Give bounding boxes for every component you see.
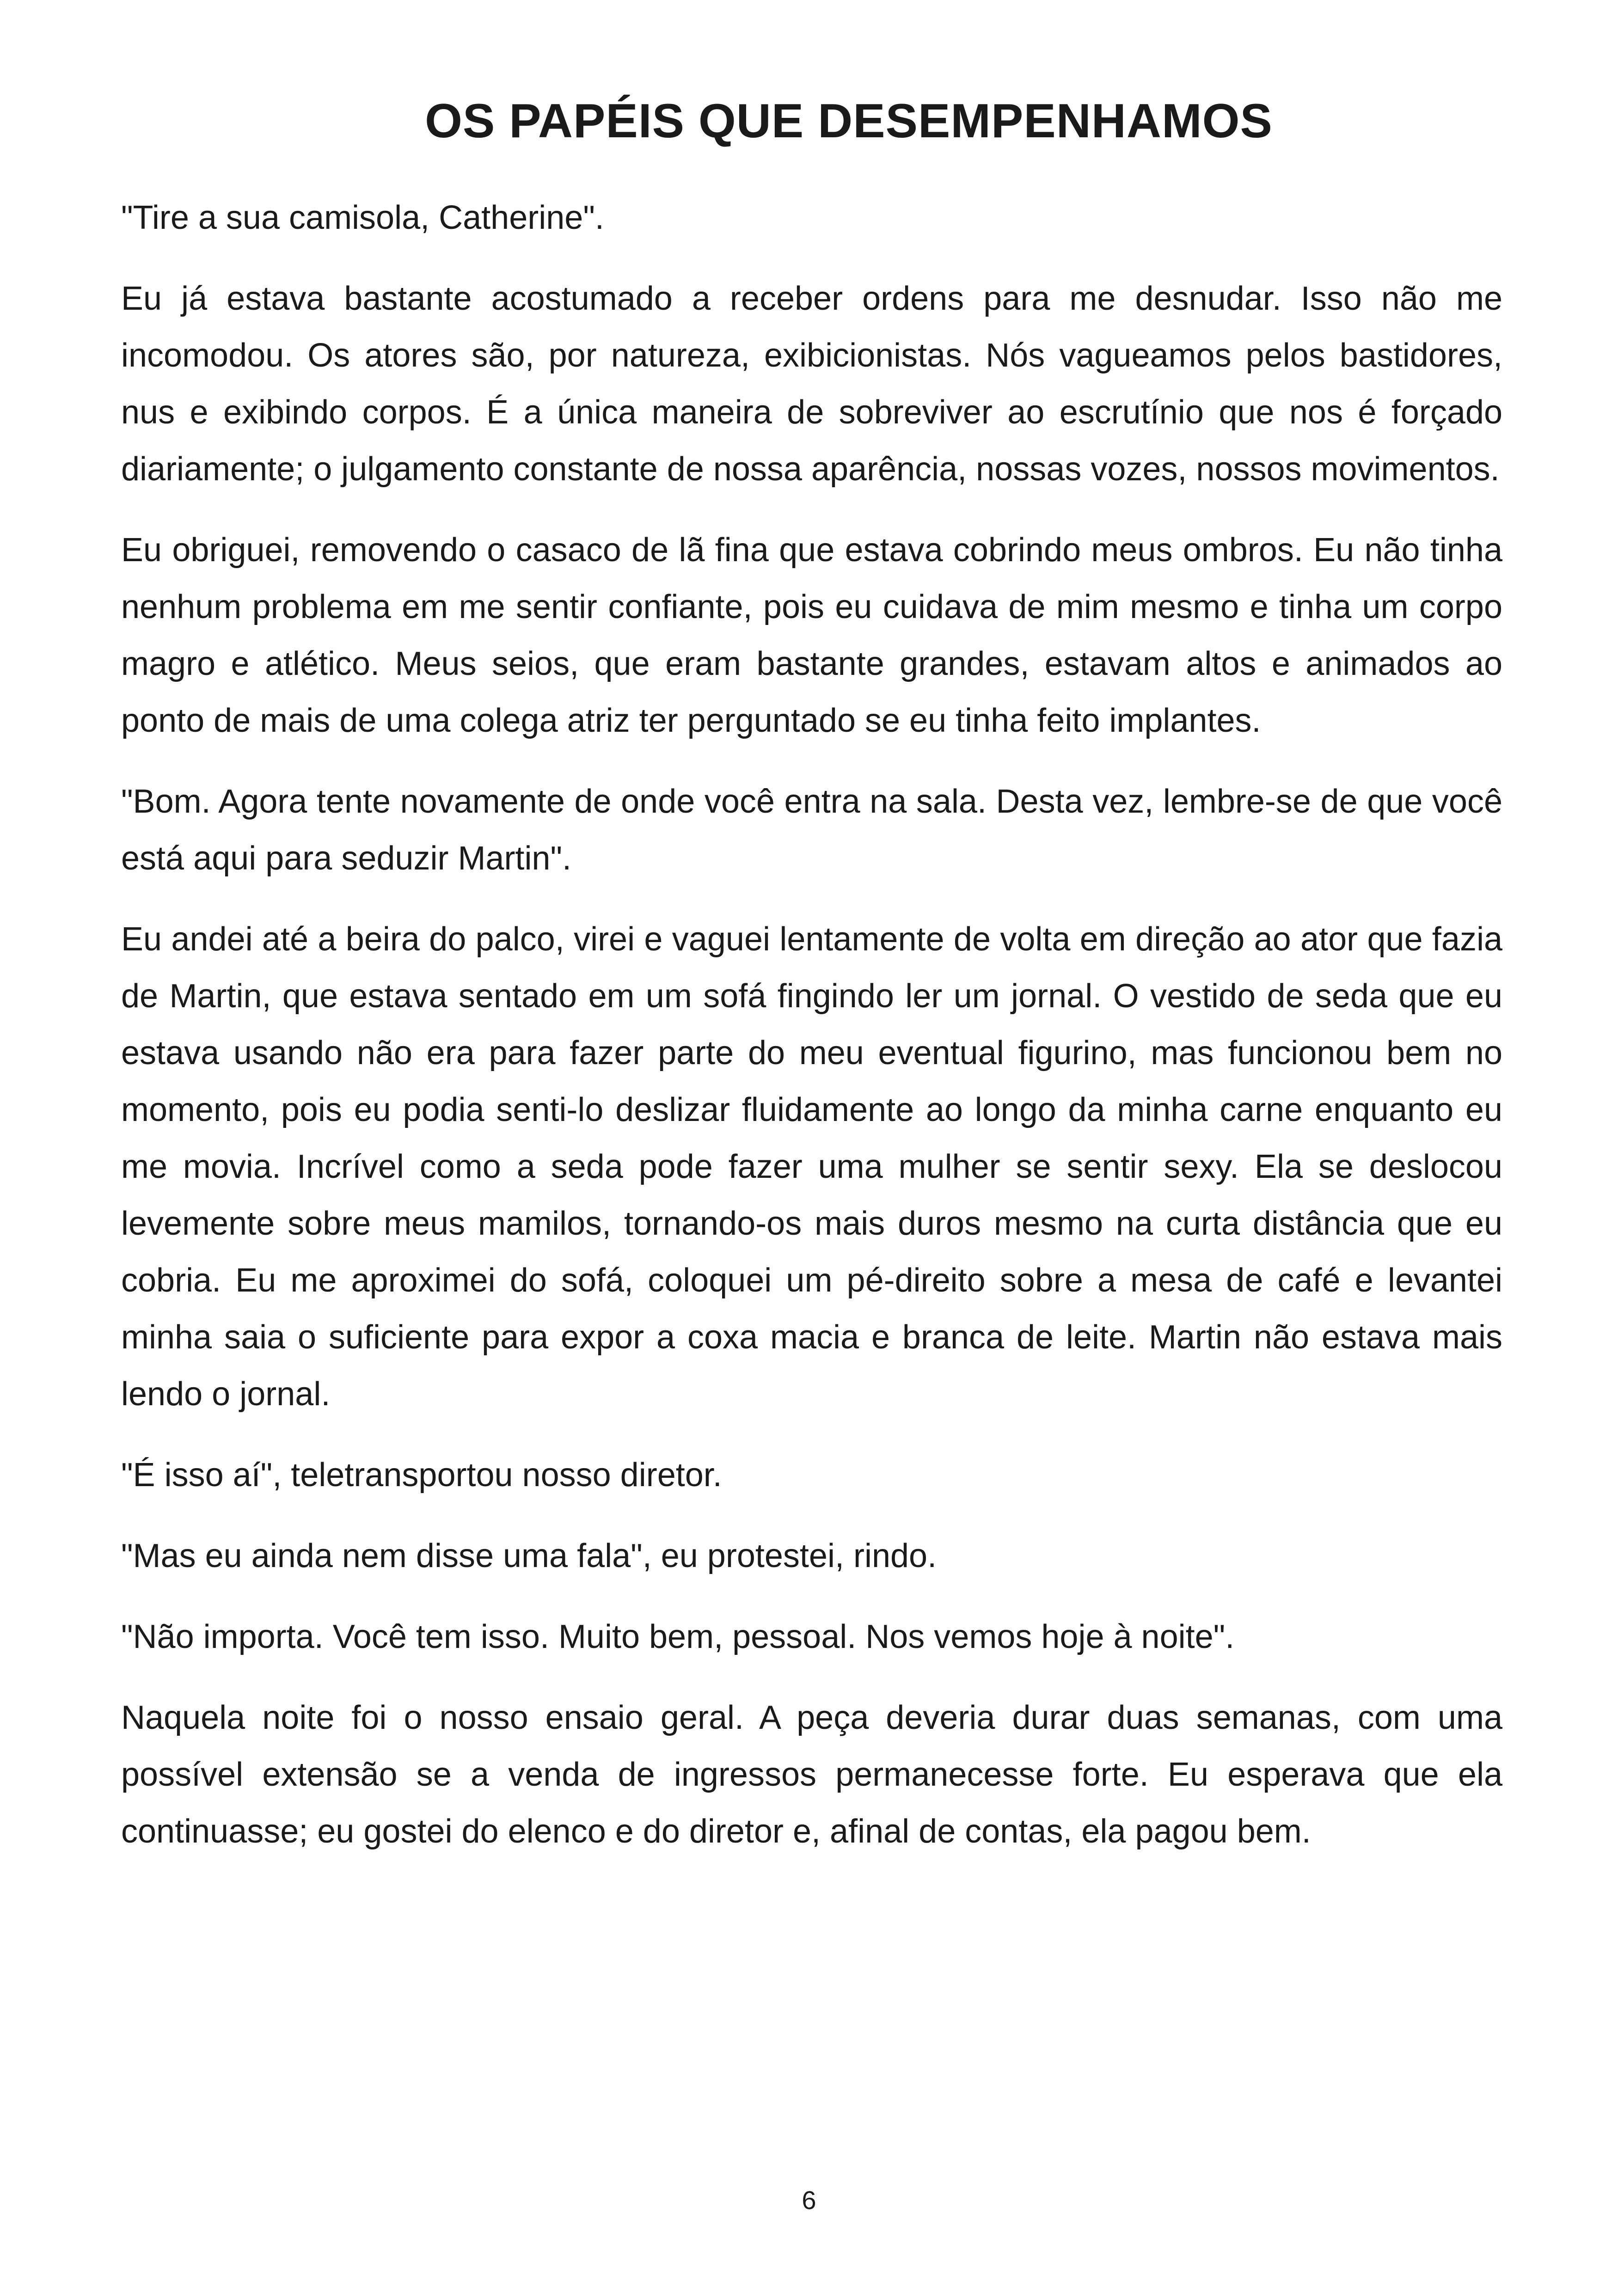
paragraph: Eu já estava bastante acostumado a receber ordens para me desnudar. Isso não me incomodou. Os atores são, por natureza, exibicionistas. Nós vagueamos pelos bastidores, nus e exibindo corpos. É a única maneira de sobreviver ao escrutínio que nos é forçado diariamente; o julgamento constante de nossa aparência, nossas vozes, nossos movimentos. [121,280,1502,488]
body-text [121,190,1502,1884]
paragraph: Eu andei até a beira do palco, virei e vaguei lentamente de volta em direção ao ator que fazia de Martin, que estava sentado em um sofá fingindo ler um jornal. O vestido de seda que eu estava usando não era para fazer parte do meu eventual figurino, mas funcionou bem no momento, pois eu podia senti-lo deslizar fluidamente ao longo da minha carne enquanto eu me movia. Incrível como a seda pode fazer uma mulher se sentir sexy. Ela se deslocou levemente sobre meus mamilos, tornando-os mais duros mesmo na curta distância que eu cobria. Eu me aproximei do sofá, coloquei um pé-direito sobre a mesa de café e levantei minha saia o suficiente para expor a coxa macia e branca de leite. Martin não estava mais lendo o jornal. [121,921,1502,1413]
paragraph: "Bom. Agora tente novamente de onde você entra na sala. Desta vez, lembre-se de que você está aqui para seduzir Martin". [121,783,1502,877]
page-number: 6 [802,2186,816,2215]
chapter-title: OS PAPÉIS QUE DESEMPENHAMOS [425,94,1273,148]
paragraph: "Não importa. Você tem isso. Muito bem, pessoal. Nos vemos hoje à noite". [121,1618,1235,1655]
paragraph: "Mas eu ainda nem disse uma fala", eu protestei, rindo. [121,1537,937,1574]
paragraph: Eu obriguei, removendo o casaco de lã fina que estava cobrindo meus ombros. Eu não tinha nenhum problema em me sentir confiante, pois eu cuidava de mim mesmo e tinha um corpo magro e atlético. Meus seios, que eram bastante grandes, estavam altos e animados ao ponto de mais de uma colega atriz ter perguntado se eu tinha feito implantes. [121,532,1502,739]
paragraph: "É isso aí", teletransportou nosso diretor. [121,1457,722,1494]
paragraph: "Tire a sua camisola, Catherine". [121,199,604,236]
paragraph: Naquela noite foi o nosso ensaio geral. A peça deveria durar duas semanas, com uma possível extensão se a venda de ingressos permanecesse forte. Eu esperava que ela continuasse; eu gostei do elenco e do diretor e, afinal de contas, ela pagou bem. [121,1699,1502,1850]
